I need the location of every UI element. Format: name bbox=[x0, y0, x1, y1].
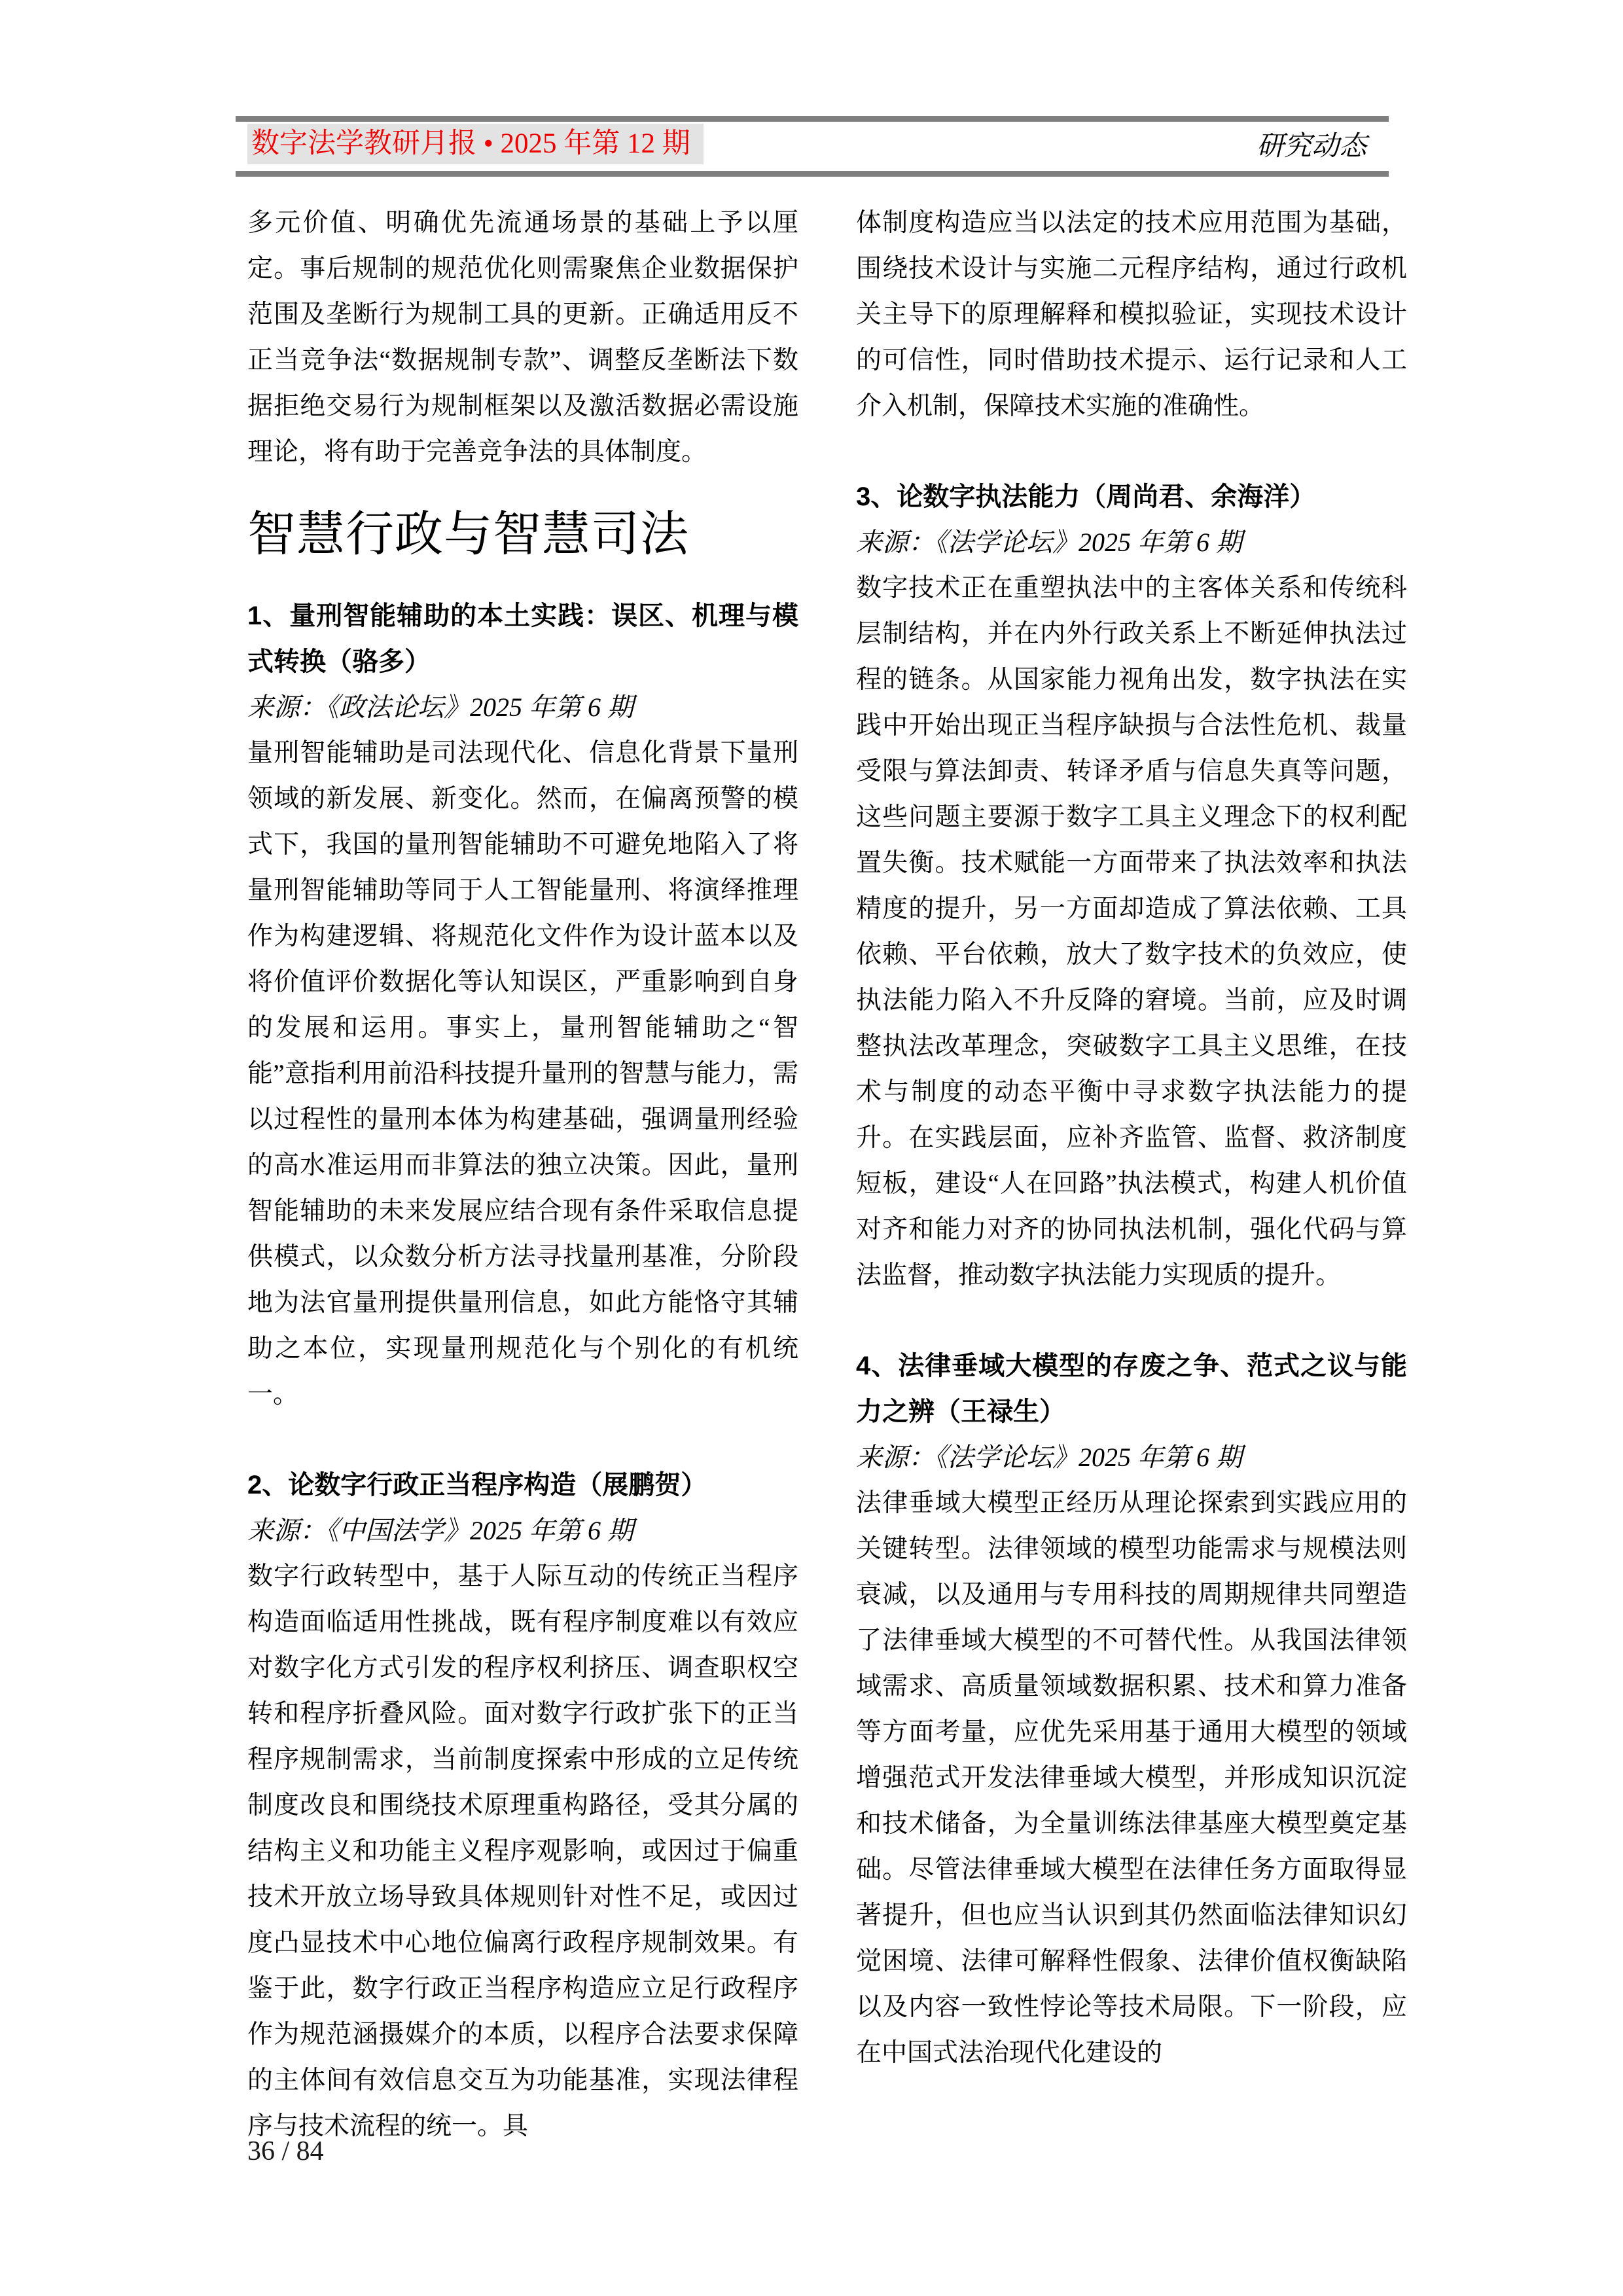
page-number: 36 / 84 bbox=[247, 2136, 324, 2166]
article-4-abstract: 法律垂域大模型正经历从理论探索到实践应用的关键转型。法律领域的模型功能需求与规模法则衰减，以及通用与专用科技的周期规律共同塑造了法律垂域大模型的不可替代性。从我国法律领域需求、高质量领域数据积累、技术和算力准备等方面考量，应优先采用基于通用大模型的领域增强范式开发法律垂域大模型，并形成知识沉淀和技术储备，为全量训练法律基座大模型奠定基础。尽管法律垂域大模型在法律任务方面取得显著提升，但也应当认识到其仍然面临法律知识幻觉困境、法律可解释性假象、法律价值权衡缺陷以及内容一致性悖论等技术局限。下一阶段，应在中国式法治现代化建设的 bbox=[856, 1489, 1407, 2067]
article-2-source: 来源：《中国法学》2025 年第 6 期 bbox=[247, 1516, 633, 1545]
article-2-title: 2、论数字行政正当程序构造（展鹏贺） bbox=[247, 1471, 707, 1499]
left-column bbox=[247, 200, 798, 2149]
continuation-paragraph: 体制度构造应当以法定的技术应用范围为基础，围绕技术设计与实施二元程序结构，通过行政机关主导下的原理解释和模拟验证，实现技术设计的可信性，同时借助技术提示、运行记录和人工介入机制，保障技术实施的准确性。 bbox=[856, 209, 1407, 420]
article-3-source: 来源：《法学论坛》2025 年第 6 期 bbox=[856, 528, 1242, 557]
article-1-source: 来源：《政法论坛》2025 年第 6 期 bbox=[247, 692, 633, 722]
article-entry-3 bbox=[856, 474, 1407, 1299]
article-2-abstract: 数字行政转型中，基于人际互动的传统正当程序构造面临适用性挑战，既有程序制度难以有效应对数字化方式引发的程序权利挤压、调查职权空转和程序折叠风险。面对数字行政扩张下的正当程序规制需求，当前制度探索中形成的立足传统制度改良和围绕技术原理重构路径，受其分属的结构主义和功能主义程序观影响，或因过于偏重技术开放立场导致具体规则针对性不足，或因过度凸显技术中心地位偏离行政程序规制效果。有鉴于此，数字行政正当程序构造应立足行政程序作为规范涵摄媒介的本质，以程序合法要求保障的主体间有效信息交互为功能基准，实现法律程序与技术流程的统一。具 bbox=[247, 1562, 798, 2140]
section-heading: 智慧行政与智慧司法 bbox=[247, 508, 689, 562]
page-footer bbox=[247, 2135, 324, 2168]
article-entry-1 bbox=[247, 593, 798, 1418]
article-3-title: 3、论数字执法能力（周尚君、余海洋） bbox=[856, 482, 1316, 511]
article-4-source: 来源：《法学论坛》2025 年第 6 期 bbox=[856, 1443, 1242, 1472]
running-head-label: 研究动态 bbox=[1256, 132, 1366, 162]
article-3-abstract: 数字技术正在重塑执法中的主客体关系和传统科层制结构，并在内外行政关系上不断延伸执法过程的链条。从国家能力视角出发，数字执法在实践中开始出现正当程序缺损与合法性危机、裁量受限与算法卸责、转译矛盾与信息失真等问题，这些问题主要源于数字工具主义理念下的权利配置失衡。技术赋能一方面带来了执法效率和执法精度的提升，另一方面却造成了算法依赖、工具依赖、平台依赖，放大了数字技术的负效应，使执法能力陷入不升反降的窘境。当前，应及时调整执法改革理念，突破数字工具主义思维，在技术与制度的动态平衡中寻求数字执法能力的提升。在实践层面，应补齐监管、监督、救济制度短板，建设“人在回路”执法模式，构建人机价值对齐和能力对齐的协同执法机制，强化代码与算法监督，推动数字执法能力实现质的提升。 bbox=[856, 574, 1407, 1289]
article-1-title: 1、量刑智能辅助的本土实践：误区、机理与模式转换（骆多） bbox=[247, 601, 798, 676]
article-4-title: 4、法律垂域大模型的存废之争、范式之议与能力之辨（王禄生） bbox=[856, 1352, 1407, 1426]
header-top-rule bbox=[236, 116, 1389, 122]
journal-title: 数字法学教研月报 • 2025 年第 12 期 bbox=[247, 124, 704, 164]
page-header bbox=[247, 123, 1366, 165]
header-bottom-rule bbox=[236, 171, 1389, 177]
two-column-layout bbox=[247, 200, 1407, 2149]
article-entry-2 bbox=[247, 1462, 798, 2149]
right-column bbox=[856, 200, 1407, 2149]
article-1-abstract: 量刑智能辅助是司法现代化、信息化背景下量刑领域的新发展、新变化。然而，在偏离预警的模式下，我国的量刑智能辅助不可避免地陷入了将量刑智能辅助等同于人工智能量刑、将演绎推理作为构建逻辑、将规范化文件作为设计蓝本以及将价值评价数据化等认知误区，严重影响到自身的发展和运用。事实上，量刑智能辅助之“智能”意指利用前沿科技提升量刑的智慧与能力，需以过程性的量刑本体为构建基础，强调量刑经验的高水准运用而非算法的独立决策。因此，量刑智能辅助的未来发展应结合现有条件采取信息提供模式，以众数分析方法寻找量刑基准，分阶段地为法官量刑提供量刑信息，如此方能恪守其辅助之本位，实现量刑规范化与个别化的有机统一。 bbox=[247, 739, 798, 1408]
article-entry-4 bbox=[856, 1343, 1407, 2076]
carryover-paragraph: 多元价值、明确优先流通场景的基础上予以厘定。事后规制的规范优化则需聚焦企业数据保护范围及垄断行为规制工具的更新。正确适用反不正当竞争法“数据规制专款”、调整反垄断法下数据拒绝交易行为规制框架以及激活数据必需设施理论，将有助于完善竞争法的具体制度。 bbox=[247, 209, 798, 466]
